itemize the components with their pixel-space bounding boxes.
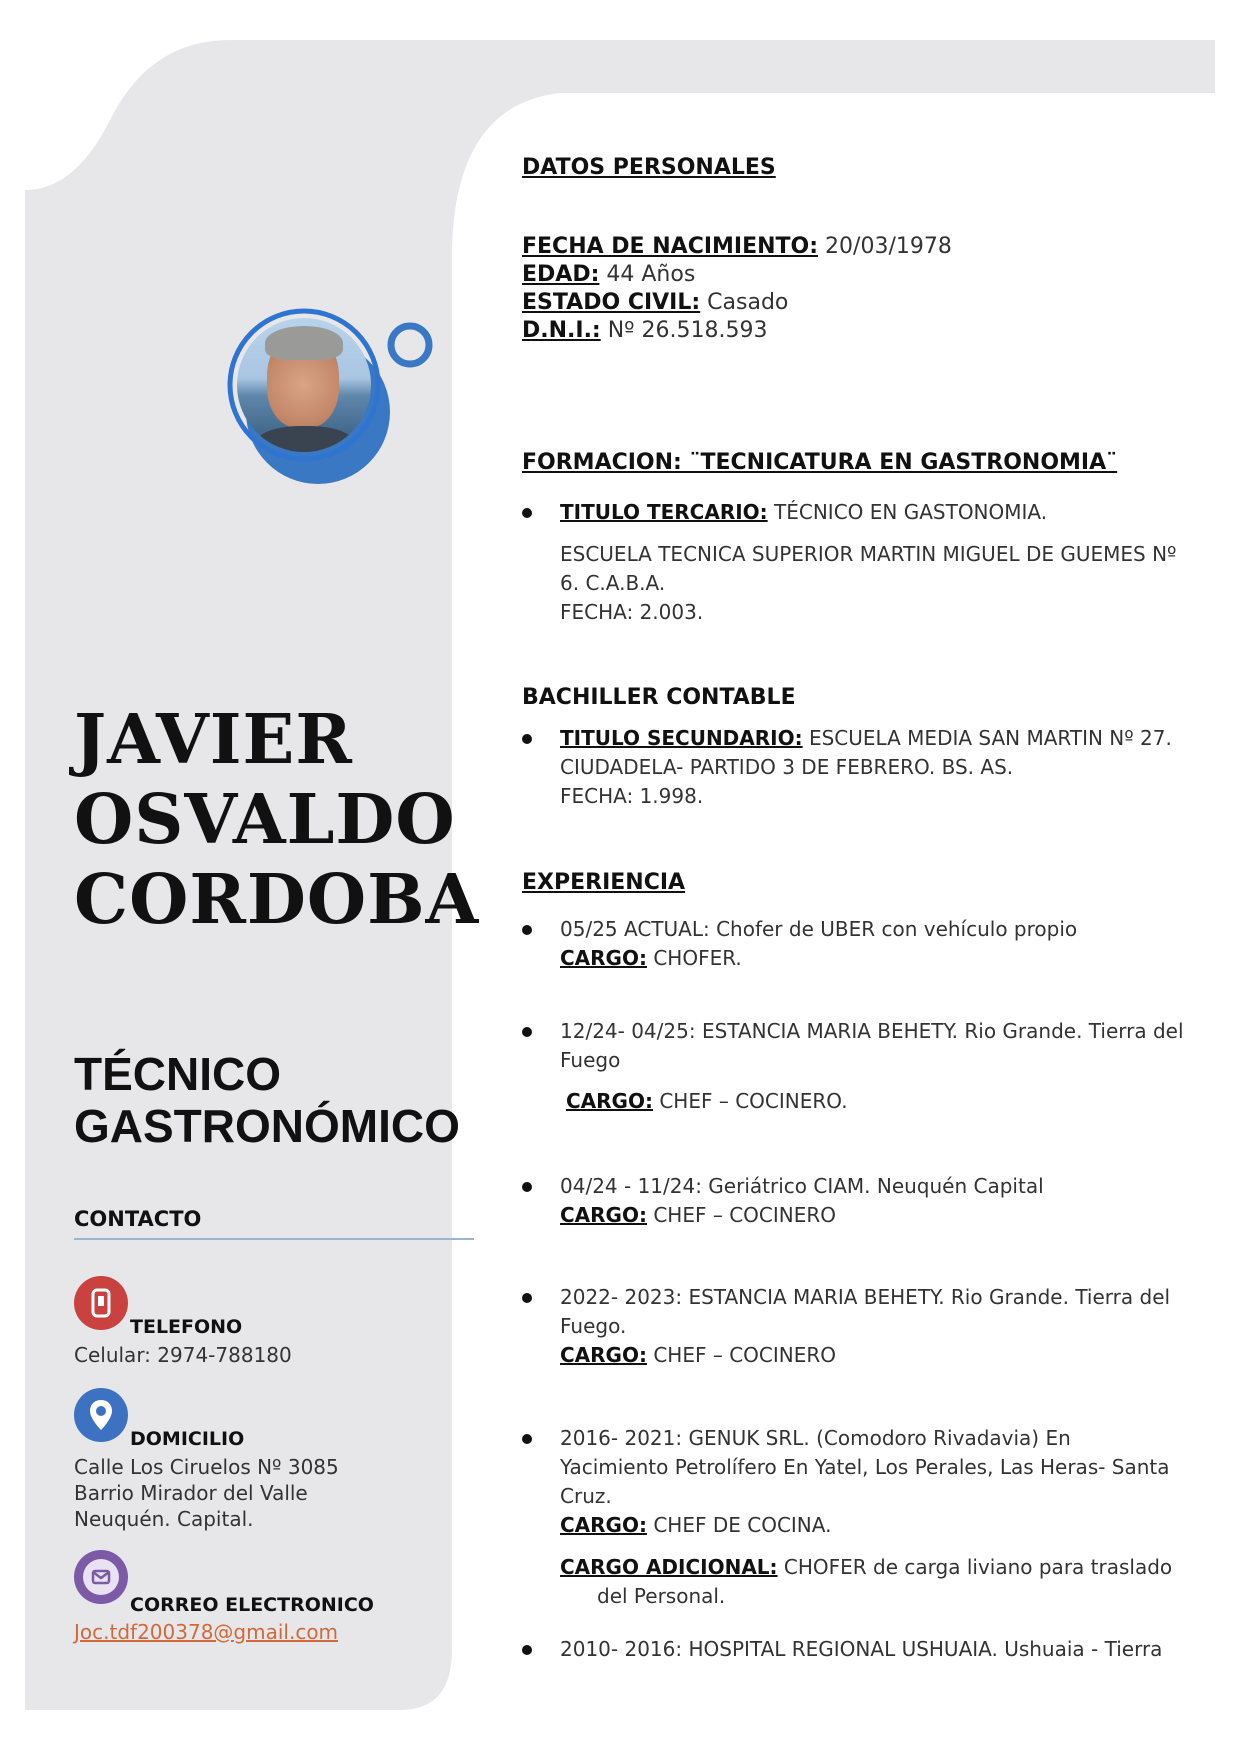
contact-heading: CONTACTO xyxy=(74,1207,202,1231)
extra-cargo-value: CHOFER de carga liviano para traslado xyxy=(777,1555,1173,1579)
cargo-value: CHEF DE COCINA. xyxy=(646,1513,832,1537)
tertiary-title xyxy=(560,498,1175,527)
experience-extra-cargo: del Personal. xyxy=(597,1584,726,1608)
name-line: OSVALDO xyxy=(74,780,456,860)
secondary-title xyxy=(560,724,1175,753)
experience-cargo xyxy=(560,944,1175,973)
email-label: CORREO ELECTRONICO xyxy=(130,1594,374,1616)
secondary-line: CIUDADELA- PARTIDO 3 DE FEBRERO. BS. AS. xyxy=(560,755,1014,779)
address-label: DOMICILIO xyxy=(130,1428,245,1450)
personal-row xyxy=(522,317,768,345)
marital-status-value: Casado xyxy=(700,290,789,315)
phone-value: Celular: 2974-788180 xyxy=(74,1343,292,1367)
address-line: Barrio Mirador del Valle xyxy=(74,1481,308,1505)
profile-photo xyxy=(237,318,371,452)
personal-row xyxy=(522,261,695,289)
marital-status-label: ESTADO CIVIL: xyxy=(522,290,701,315)
bullet xyxy=(522,1027,532,1037)
education-heading: FORMACION: ¨TECNICATURA EN GASTRONOMIA¨ xyxy=(522,450,1118,475)
bullet xyxy=(522,1645,532,1655)
secondary-heading: BACHILLER CONTABLE xyxy=(522,685,796,710)
age-value: 44 Años xyxy=(599,262,696,287)
experience-heading: EXPERIENCIA xyxy=(522,870,686,895)
job-title-line: GASTRONÓMICO xyxy=(74,1100,460,1152)
cargo-label: CARGO: xyxy=(560,946,647,970)
experience-cargo xyxy=(566,1087,1181,1116)
cargo-label: CARGO: xyxy=(560,1343,647,1367)
experience-item: 2010- 2016: HOSPITAL REGIONAL USHUAIA. Ushuaia - Tierra xyxy=(560,1637,1163,1661)
dni-value: Nº 26.518.593 xyxy=(600,318,768,343)
tertiary-date: FECHA: 2.003. xyxy=(560,600,704,624)
experience-item: Yacimiento Petrolífero En Yatel, Los Perales, Las Heras- Santa xyxy=(560,1455,1170,1479)
address-line: Neuquén. Capital. xyxy=(74,1507,254,1531)
cargo-value: CHEF – COCINERO xyxy=(646,1203,837,1227)
tertiary-school: ESCUELA TECNICA SUPERIOR MARTIN MIGUEL DE GUEMES Nº xyxy=(560,542,1177,566)
bullet xyxy=(522,1293,532,1303)
experience-item: 05/25 ACTUAL: Chofer de UBER con vehículo propio xyxy=(560,917,1078,941)
name-line: CORDOBA xyxy=(74,860,480,940)
job-title-line: TÉCNICO xyxy=(74,1048,281,1100)
birthdate-value: 20/03/1978 xyxy=(818,234,952,259)
extra-cargo-label: CARGO ADICIONAL: xyxy=(560,1555,778,1579)
personal-row xyxy=(522,289,788,317)
secondary-value: ESCUELA MEDIA SAN MARTIN Nº 27. xyxy=(802,726,1172,750)
bullet xyxy=(522,925,532,935)
tertiary-label: TITULO TERCARIO: xyxy=(560,500,768,524)
phone-icon xyxy=(74,1276,128,1330)
cargo-value: CHOFER. xyxy=(646,946,742,970)
bullet xyxy=(522,1182,532,1192)
personal-data-heading: DATOS PERSONALES xyxy=(522,155,776,180)
tertiary-value: TÉCNICO EN GASTONOMIA. xyxy=(767,500,1048,524)
birthdate-label: FECHA DE NACIMIENTO: xyxy=(522,234,819,259)
secondary-label: TITULO SECUNDARIO: xyxy=(560,726,803,750)
experience-item: 2016- 2021: GENUK SRL. (Comodoro Rivadavia) En xyxy=(560,1426,1071,1450)
experience-cargo xyxy=(560,1511,1175,1540)
tertiary-school: 6. C.A.B.A. xyxy=(560,571,666,595)
experience-extra-cargo xyxy=(560,1553,1175,1582)
bullet xyxy=(522,734,532,744)
address-line: Calle Los Ciruelos Nº 3085 xyxy=(74,1455,339,1479)
cargo-value: CHEF – COCINERO. xyxy=(652,1089,848,1113)
experience-cargo xyxy=(560,1341,1175,1370)
cargo-label: CARGO: xyxy=(560,1203,647,1227)
location-pin-icon xyxy=(74,1388,128,1442)
age-label: EDAD: xyxy=(522,262,600,287)
job-title xyxy=(74,1048,460,1152)
cargo-value: CHEF – COCINERO xyxy=(646,1343,837,1367)
bullet xyxy=(522,1434,532,1444)
email-link[interactable]: Joc.tdf200378@gmail.com xyxy=(74,1620,339,1644)
experience-item: 12/24- 04/25: ESTANCIA MARIA BEHETY. Rio Grande. Tierra del xyxy=(560,1019,1184,1043)
dni-label: D.N.I.: xyxy=(522,318,601,343)
phone-label: TELEFONO xyxy=(130,1316,243,1338)
full-name xyxy=(74,700,479,940)
cargo-label: CARGO: xyxy=(560,1513,647,1537)
contact-divider xyxy=(74,1238,474,1240)
cargo-label: CARGO: xyxy=(566,1089,653,1113)
bullet xyxy=(522,508,532,518)
experience-item: Fuego xyxy=(560,1048,621,1072)
experience-item: Fuego. xyxy=(560,1314,627,1338)
secondary-date: FECHA: 1.998. xyxy=(560,784,704,808)
name-line: JAVIER xyxy=(74,700,353,780)
experience-item: 04/24 - 11/24: Geriátrico CIAM. Neuquén Capital xyxy=(560,1174,1044,1198)
experience-item: 2022- 2023: ESTANCIA MARIA BEHETY. Rio Grande. Tierra del xyxy=(560,1285,1171,1309)
experience-cargo xyxy=(560,1201,1175,1230)
mail-icon xyxy=(74,1550,128,1604)
personal-row xyxy=(522,233,952,261)
experience-item: Cruz. xyxy=(560,1484,612,1508)
